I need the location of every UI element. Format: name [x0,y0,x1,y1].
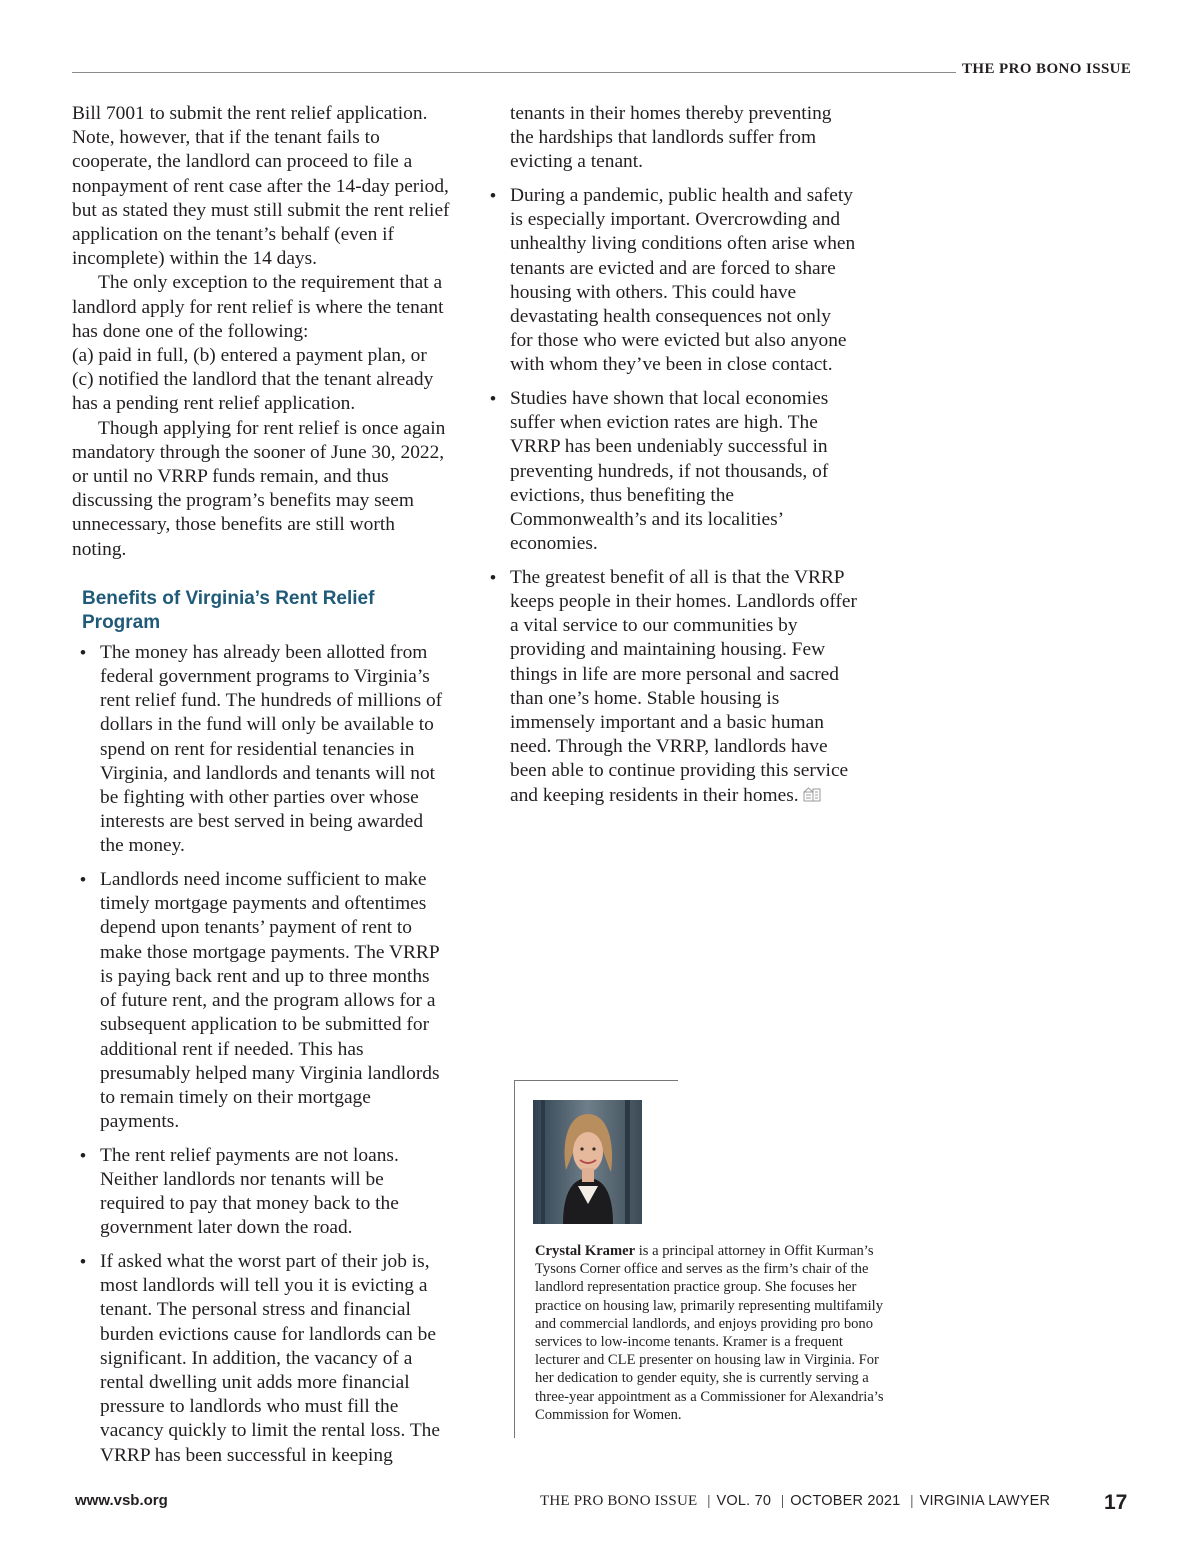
paragraph: Bill 7001 to submit the rent relief application. Note, however, that if the tenant fails to cooperate, the landlord can proceed to file a nonpayment of rent case after the 14-day period, but as stated they must still submit the rent relief application on the tenant’s behalf (even if incomplete) within the 14 days. [72,103,450,270]
header-rule [72,72,956,73]
list-item: • The rent relief payments are not loans. Neither landlords nor tenants will be required to pay that money back to the government later down the road. [72,1144,450,1241]
list-item-text: The greatest benefit of all is that the VRRP keeps people in their homes. Landlords offer a vital service to our communities by providing and maintaining housing. Few things in life are more personal and sacred than one’s home. Stable housing is immensely important and a basic human need. Through the VRRP, landlords have been able to continue providing this service and keeping residents in their homes. [510,566,857,806]
house-end-mark-icon [803,786,821,802]
list-item: • Landlords need income sufficient to make timely mortgage payments and oftentimes depend upon tenants’ payment of rent to make those mortgage payments. The VRRP is paying back rent and up to three months of future rent, and the program allows for a subsequent application to be submitted for additional rent if needed. This has presumably helped many Virginia landlords to remain timely on their mortgage payments. [72,868,450,1134]
benefits-list [72,641,450,1468]
footer-url[interactable]: www.vsb.org [75,1492,168,1509]
footer-issue: THE PRO BONO ISSUE [540,1493,698,1509]
list-item: • If asked what the worst part of their job is, most landlords will tell you it is evicting a tenant. The personal stress and financial burden evictions cause for landlords can be significant. In addition, the vacancy of a rental dwelling unit adds more financial pressure to landlords who must fill the vacancy quickly to limit the rental loss. The VRRP has been successful in keeping [72,1250,450,1468]
bio-rule-top [514,1080,678,1081]
author-bio-description: is a principal attorney in Offit Kurman’s Tysons Corner office and serves as the firm’s chair of the landlord representation practice group. She focuses her practice on housing law, primarily representing multifamily and commercial landlords, and enjoys providing pro bono services to low-income tenants. Kramer is a frequent lecturer and CLE presenter on housing law in Virginia. For her dedication to gender equity, she is currently serving a three-year appointment as a Commissioner for Alexandria’s Commission for Women. [535,1243,884,1423]
footer-separator: | [910,1493,914,1509]
footer-folio [540,1493,1050,1510]
footer-separator: | [781,1493,785,1509]
list-item: • Studies have shown that local economies suffer when eviction rates are high. The VRRP has been undeniably successful in preventing hundreds, if not thousands, of evictions, thus benefiting the Commonwealth’s and its localities’ economies. [492,387,858,556]
footer-date: OCTOBER 2021 [790,1493,901,1509]
footer-separator: | [707,1493,711,1509]
list-item: • The money has already been allotted from federal government programs to Virginia’s rent relief fund. The hundreds of millions of dollars in the fund will only be available to spend on rent for residential tenancies in Virginia, and landlords and tenants will not be fighting with other parties over whose interests are best served in being awarded the money. [72,641,450,859]
section-heading: Benefits of Virginia’s Rent Relief Program [82,587,375,633]
left-column [72,102,450,1477]
paragraph: Though applying for rent relief is once again mandatory through the sooner of June 30, 2022, or until no VRRP funds remain, and thus discussing the program’s benefits may seem unnecessary, those benefits are still worth noting. [72,417,446,560]
author-name: Crystal Kramer [535,1243,636,1259]
list-item: • During a pandemic, public health and safety is especially important. Overcrowding and unhealthy living conditions often arise when tenants are evicted and are forced to share housing with others. This could have devastating health consequences not only for those who were evicted but also anyone with whom they’ve been in close contact. [492,184,858,378]
paragraph: The only exception to the requirement that a landlord apply for rent relief is where the tenant has done one of the following: [72,272,444,342]
author-portrait [533,1100,642,1224]
bio-rule-left [514,1080,515,1438]
list-item [492,566,858,808]
page-number: 17 [1104,1491,1128,1514]
continuation-text: tenants in their homes thereby preventing the hardships that landlords suffer from evicting a tenant. [510,103,832,173]
benefits-list-continued [492,184,858,808]
author-bio-text [535,1242,887,1424]
footer-volume: VOL. 70 [716,1493,772,1509]
right-column [492,102,858,817]
author-bio-box [514,1080,884,1438]
running-header: THE PRO BONO ISSUE [962,61,1132,77]
footer-publication: VIRGINIA LAWYER [919,1493,1051,1509]
paragraph: (a) paid in full, (b) entered a payment plan, or (c) notified the landlord that the tenant already has a pending rent relief application. [72,345,434,415]
